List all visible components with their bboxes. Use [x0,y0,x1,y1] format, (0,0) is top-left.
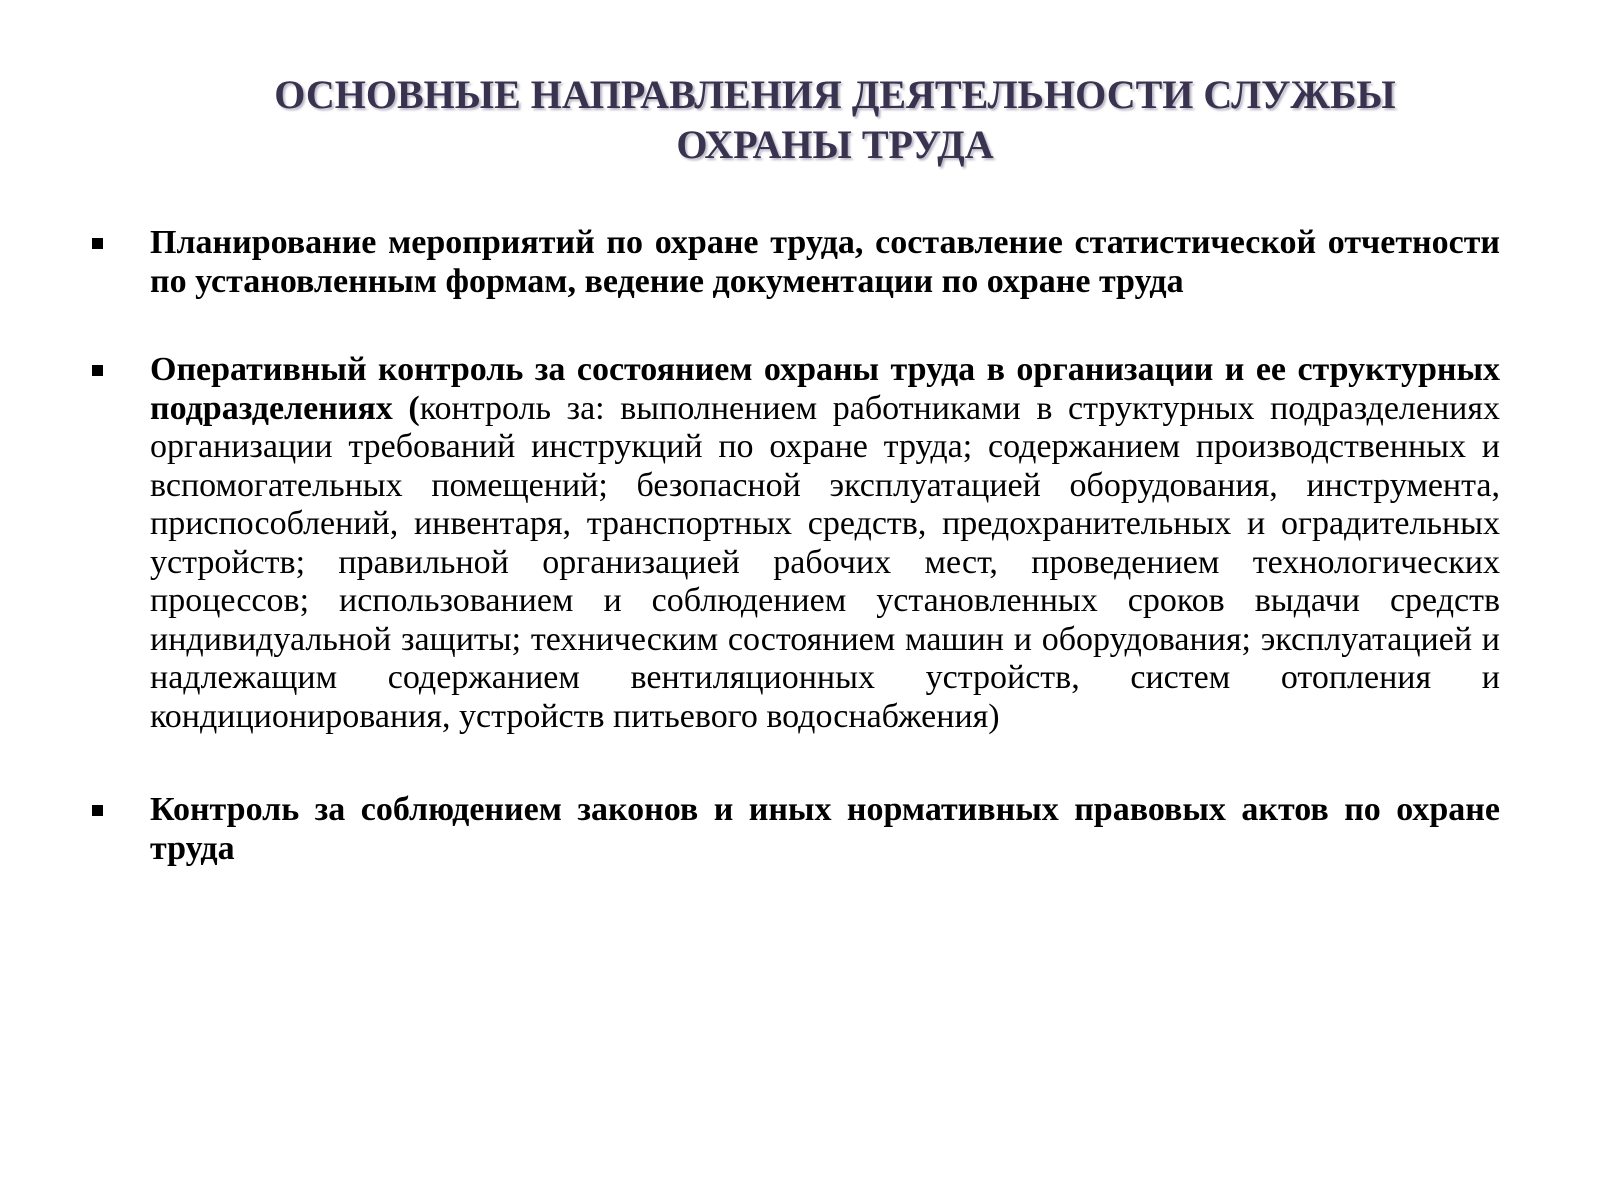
page-title-line-2: ОХРАНЫ ТРУДА [676,122,994,167]
bullet-item-legal-compliance [90,791,1500,868]
square-bullet-icon [92,805,103,816]
page-title [150,70,1520,170]
bullet-text-bold: Оперативный контроль за состоянием охраны труда в организации и ее структурных подразделениях ( [150,351,1500,427]
square-bullet-icon [92,238,103,249]
bullet-list [90,224,1500,918]
bullet-text-bold: Планирование мероприятий по охране труда, составление статистической отчетности по установленным формам, ведение документации по охране труда [150,224,1500,300]
bullet-item-planning [90,224,1500,301]
bullet-text-normal: контроль за: выполнением работниками в структурных подразделениях организации требований инструкций по охране труда; содержанием производственных и вспомогательных помещений; безопасной эксплуатацией оборудования, инструмента, приспособлений, инвентаря, транспортных средств, предохранительных и оградительных устройств; правильной организацией рабочих мест, проведением технологических процессов; использованием и соблюдением установленных сроков выдачи средств индивидуальной защиты; техническим состоянием машин и оборудования; эксплуатацией и надлежащим содержанием вентиляционных устройств, систем отопления и кондиционирования, устройств питьевого водоснабжения) [150,389,1501,735]
page-title-line-1: ОСНОВНЫЕ НАПРАВЛЕНИЯ ДЕЯТЕЛЬНОСТИ СЛУЖБЫ [274,72,1396,117]
bullet-text-bold: Контроль за соблюдением законов и иных нормативных правовых актов по охране труда [150,791,1500,867]
bullet-item-operational-control [90,351,1500,736]
square-bullet-icon [92,365,103,376]
